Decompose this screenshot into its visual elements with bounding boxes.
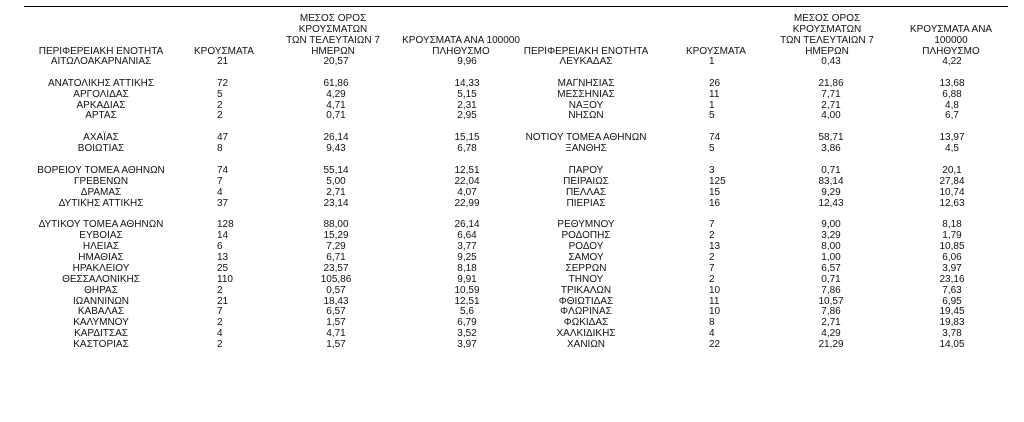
cases-cell: 6 — [217, 241, 223, 253]
avg7-cell: 7,29 — [326, 241, 346, 253]
cases-cell: 2 — [217, 284, 223, 296]
cases-cell: 26 — [709, 77, 721, 89]
region-cell: ΣΑΜΟΥ — [568, 252, 604, 264]
per100k-cell: 6,79 — [457, 317, 477, 329]
cases-cell: 4 — [217, 328, 223, 340]
region-cell: ΛΕΥΚΑΔΑΣ — [559, 56, 613, 67]
avg7-cell: 7,71 — [821, 88, 841, 100]
cases-cell: 4 — [217, 186, 223, 198]
per100k-cell: 20,1 — [942, 164, 962, 176]
per100k-cell: 4,8 — [945, 99, 959, 111]
header-cases: ΚΡΟΥΣΜΑΤΑ — [686, 46, 746, 57]
per100k-cell: 8,18 — [942, 219, 962, 231]
avg7-cell: 58,71 — [818, 132, 844, 144]
per100k-cell: 3,97 — [942, 262, 962, 274]
region-cell: ΑΙΤΩΛΟΑΚΑΡΝΑΝΙΑΣ — [50, 56, 152, 67]
region-cell: ΘΕΣΣΑΛΟΝΙΚΗΣ — [62, 273, 140, 285]
cases-cell: 2 — [709, 230, 715, 242]
per100k-cell: 19,83 — [939, 317, 965, 329]
cases-cell: 16 — [709, 197, 721, 209]
cases-cell: 125 — [709, 175, 726, 187]
per100k-cell: 13,97 — [939, 132, 965, 144]
region-cell: ΞΑΝΘΗΣ — [565, 143, 607, 155]
avg7-cell: 21,86 — [818, 77, 844, 89]
region-cell: ΑΝΑΤΟΛΙΚΗΣ ΑΤΤΙΚΗΣ — [47, 77, 155, 89]
header-avg7: ΜΕΣΟΣ ΟΡΟΣ ΚΡΟΥΣΜΑΤΩΝ ΤΩΝ ΤΕΛΕΥΤΑΙΩΝ 7 ΗΜΕΡΩΝ — [780, 13, 874, 57]
header-region: ΠΕΡΙΦΕΡΕΙΑΚΗ ΕΝΟΤΗΤΑ — [523, 46, 649, 57]
avg7-cell: 4,00 — [821, 110, 841, 122]
cases-cell: 2 — [217, 339, 223, 351]
avg7-cell: 15,29 — [323, 230, 349, 242]
avg7-cell: 4,71 — [326, 99, 346, 111]
region-cell: ΘΗΡΑΣ — [84, 284, 118, 296]
header-region: ΠΕΡΙΦΕΡΕΙΑΚΗ ΕΝΟΤΗΤΑ — [38, 46, 164, 57]
per100k-cell: 6,95 — [942, 295, 962, 307]
header-cases: ΚΡΟΥΣΜΑΤΑ — [194, 46, 254, 57]
per100k-cell: 5,6 — [460, 306, 474, 318]
cases-cell: 13 — [709, 241, 721, 253]
region-cell: ΡΟΔΟΥ — [568, 241, 604, 253]
left-rows — [24, 57, 520, 351]
per100k-cell: 12,63 — [939, 197, 965, 209]
cases-cell: 4 — [709, 328, 715, 340]
table-row — [24, 144, 520, 155]
cases-cell: 11 — [709, 88, 720, 100]
per100k-cell: 26,14 — [454, 219, 480, 231]
avg7-cell: 0,71 — [821, 164, 841, 176]
avg7-cell: 26,14 — [323, 132, 349, 144]
cases-cell: 8 — [217, 143, 223, 155]
cases-cell: 74 — [709, 132, 721, 144]
per100k-cell: 19,45 — [939, 306, 965, 318]
cases-cell: 128 — [217, 219, 234, 231]
region-cell: ΚΑΛΥΜΝΟΥ — [73, 317, 129, 329]
per100k-cell: 10,59 — [454, 284, 480, 296]
cases-cell: 15 — [709, 186, 721, 198]
cases-cell: 74 — [217, 164, 229, 176]
region-cell: ΦΩΚΙΔΑΣ — [563, 317, 609, 329]
per100k-cell: 23,16 — [939, 273, 965, 285]
table-row — [522, 144, 1008, 155]
avg7-cell: 61,86 — [323, 77, 349, 89]
region-cell: ΗΛΕΙΑΣ — [82, 241, 120, 253]
table-row — [522, 111, 1008, 122]
region-cell: ΒΟΙΩΤΙΑΣ — [77, 143, 125, 155]
avg7-cell: 10,57 — [818, 295, 844, 307]
per100k-cell: 4,07 — [457, 186, 477, 198]
avg7-cell: 1,57 — [326, 339, 346, 351]
table-row — [24, 111, 520, 122]
avg7-cell: 6,57 — [821, 262, 841, 274]
avg7-cell: 6,57 — [326, 306, 346, 318]
region-cell: ΦΛΩΡΙΝΑΣ — [560, 306, 612, 318]
cases-cell: 5 — [217, 88, 223, 100]
avg7-cell: 83,14 — [818, 175, 844, 187]
header-per100k: ΚΡΟΥΣΜΑΤΑ ΑΝΑ 100000 ΠΛΗΘΥΣΜΟ — [402, 35, 520, 57]
table-row — [24, 57, 520, 68]
avg7-cell: 6,71 — [326, 252, 346, 264]
per100k-cell: 22,04 — [454, 175, 480, 187]
per100k-cell: 3,52 — [457, 328, 477, 340]
region-cell: ΤΗΝΟΥ — [568, 273, 604, 285]
cases-cell: 7 — [709, 219, 715, 231]
cases-cell: 3 — [709, 164, 715, 176]
per100k-cell: 14,33 — [454, 77, 480, 89]
header-per100k: ΚΡΟΥΣΜΑΤΑ ΑΝΑ 100000 ΠΛΗΘΥΣΜΟ — [909, 24, 993, 57]
avg7-cell: 1,57 — [326, 317, 346, 329]
per100k-cell: 13,68 — [939, 77, 965, 89]
avg7-cell: 3,86 — [821, 143, 841, 155]
avg7-cell: 105,86 — [320, 273, 352, 285]
avg7-cell: 0,71 — [326, 110, 346, 122]
region-cell: ΔΥΤΙΚΗΣ ΑΤΤΙΚΗΣ — [58, 197, 144, 209]
cases-cell: 14 — [217, 230, 229, 242]
cases-cell: 8 — [709, 317, 715, 329]
avg7-cell: 2,71 — [326, 186, 346, 198]
region-cell: ΤΡΙΚΑΛΩΝ — [560, 284, 612, 296]
avg7-cell: 4,71 — [326, 328, 346, 340]
region-cell: ΗΡΑΚΛΕΙΟΥ — [72, 262, 130, 274]
region-cell: ΙΩΑΝΝΙΝΩΝ — [72, 295, 130, 307]
cases-cell: 2 — [217, 99, 223, 111]
table-row — [24, 340, 520, 351]
avg7-cell: 55,14 — [323, 164, 349, 176]
region-cell: ΧΑΛΚΙΔΙΚΗΣ — [556, 328, 616, 340]
avg7-cell: 7,86 — [821, 284, 841, 296]
avg7-cell: 23,57 — [323, 262, 349, 274]
cases-cell: 2 — [217, 317, 223, 329]
avg7-cell: 12,43 — [818, 197, 844, 209]
cases-cell: 1 — [709, 99, 715, 111]
per100k-cell: 2,31 — [457, 99, 477, 111]
per100k-cell: 15,15 — [454, 132, 480, 144]
cases-cell: 7 — [217, 306, 223, 318]
avg7-cell: 1,00 — [821, 252, 841, 264]
region-cell: ΔΥΤΙΚΟΥ ΤΟΜΕΑ ΑΘΗΝΩΝ — [38, 219, 164, 231]
region-cell: ΑΡΚΑΔΙΑΣ — [76, 99, 126, 111]
region-cell: ΒΟΡΕΙΟΥ ΤΟΜΕΑ ΑΘΗΝΩΝ — [37, 164, 165, 176]
cases-cell: 7 — [217, 175, 223, 187]
per100k-cell: 10,85 — [939, 241, 965, 253]
per100k-cell: 10,74 — [939, 186, 965, 198]
avg7-cell: 88,00 — [323, 219, 349, 231]
table-row — [522, 199, 1008, 210]
avg7-cell: 23,14 — [323, 197, 349, 209]
table-row — [522, 340, 1008, 351]
region-cell: ΜΑΓΝΗΣΙΑΣ — [557, 77, 615, 89]
region-cell: ΠΑΡΟΥ — [568, 164, 604, 176]
avg7-cell: 21,29 — [818, 339, 844, 351]
region-cell: ΣΕΡΡΩΝ — [565, 262, 607, 274]
per100k-cell: 6,88 — [942, 88, 962, 100]
avg7-cell: 0,71 — [821, 273, 841, 285]
avg7-cell: 2,71 — [821, 99, 841, 111]
per100k-cell: 9,25 — [457, 252, 477, 264]
per100k-cell: 2,95 — [457, 110, 477, 122]
region-cell: ΝΟΤΙΟΥ ΤΟΜΕΑ ΑΘΗΝΩΝ — [525, 132, 647, 144]
avg7-cell: 4,29 — [326, 88, 346, 100]
region-cell: ΑΧΑΪΑΣ — [83, 132, 119, 144]
cases-cell: 5 — [709, 143, 715, 155]
per100k-cell: 6,64 — [457, 230, 477, 242]
per100k-cell: 14,05 — [939, 339, 965, 351]
per100k-cell: 3,78 — [942, 328, 962, 340]
cases-cell: 13 — [217, 252, 229, 264]
per100k-cell: 5,15 — [457, 88, 477, 100]
avg7-cell: 9,00 — [821, 219, 841, 231]
region-cell: ΠΕΙΡΑΙΩΣ — [563, 175, 609, 187]
region-cell: ΚΑΒΑΛΑΣ — [77, 306, 125, 318]
avg7-cell: 20,57 — [323, 56, 349, 67]
per100k-cell: 8,18 — [457, 262, 477, 274]
right-rows — [522, 57, 1008, 351]
cases-cell: 5 — [709, 110, 715, 122]
region-cell: ΧΑΝΙΩΝ — [566, 339, 606, 351]
region-cell: ΡΟΔΟΠΗΣ — [561, 230, 611, 242]
cases-cell: 25 — [217, 262, 229, 274]
cases-cell: 10 — [709, 306, 721, 318]
per100k-cell: 9,96 — [457, 56, 477, 67]
cases-cell: 2 — [709, 273, 715, 285]
cases-cell: 10 — [709, 284, 721, 296]
cases-cell: 2 — [217, 110, 223, 122]
region-cell: ΓΡΕΒΕΝΩΝ — [73, 175, 129, 187]
table-row — [24, 199, 520, 210]
cases-cell: 7 — [709, 262, 715, 274]
per100k-cell: 12,51 — [454, 295, 480, 307]
region-cell: ΑΡΤΑΣ — [85, 110, 117, 122]
region-cell: ΠΙΕΡΙΑΣ — [566, 197, 606, 209]
per100k-cell: 6,7 — [945, 110, 959, 122]
avg7-cell: 0,57 — [326, 284, 346, 296]
per100k-cell: 3,77 — [457, 241, 477, 253]
avg7-cell: 3,29 — [821, 230, 841, 242]
cases-cell: 21 — [217, 56, 229, 67]
cases-cell: 21 — [217, 295, 229, 307]
region-cell: ΔΡΑΜΑΣ — [80, 186, 122, 198]
avg7-cell: 2,71 — [821, 317, 841, 329]
avg7-cell: 9,29 — [821, 186, 841, 198]
region-cell: ΗΜΑΘΙΑΣ — [78, 252, 124, 264]
avg7-cell: 9,43 — [326, 143, 346, 155]
avg7-cell: 5,00 — [326, 175, 346, 187]
avg7-cell: 0,43 — [821, 56, 841, 67]
region-cell: ΡΕΘΥΜΝΟΥ — [557, 219, 615, 231]
per100k-cell: 9,91 — [457, 273, 477, 285]
per100k-cell: 4,22 — [942, 56, 962, 67]
region-cell: ΜΕΣΣΗΝΙΑΣ — [557, 88, 615, 100]
per100k-cell: 1,79 — [942, 230, 962, 242]
region-cell: ΦΘΙΩΤΙΔΑΣ — [558, 295, 614, 307]
cases-cell: 1 — [709, 56, 715, 67]
per100k-cell: 3,97 — [457, 339, 477, 351]
cases-cell: 22 — [709, 339, 721, 351]
per100k-cell: 6,78 — [457, 143, 477, 155]
per100k-cell: 27,84 — [939, 175, 965, 187]
per100k-cell: 7,63 — [942, 284, 962, 296]
cases-cell: 72 — [217, 77, 229, 89]
avg7-cell: 7,86 — [821, 306, 841, 318]
cases-cell: 47 — [217, 132, 229, 144]
cases-cell: 11 — [709, 295, 720, 307]
avg7-cell: 18,43 — [323, 295, 349, 307]
region-cell: ΝΑΞΟΥ — [568, 99, 604, 111]
region-cell: ΕΥΒΟΙΑΣ — [79, 230, 123, 242]
table-row — [522, 57, 1008, 68]
top-rule — [24, 6, 1008, 7]
avg7-cell: 4,29 — [821, 328, 841, 340]
per100k-cell: 4,5 — [945, 143, 959, 155]
region-cell: ΚΑΡΔΙΤΣΑΣ — [74, 328, 128, 340]
region-cell: ΚΑΣΤΟΡΙΑΣ — [73, 339, 129, 351]
per100k-cell: 22,99 — [454, 197, 480, 209]
avg7-cell: 8,00 — [821, 241, 841, 253]
header-avg7: ΜΕΣΟΣ ΟΡΟΣ ΚΡΟΥΣΜΑΤΩΝ ΤΩΝ ΤΕΛΕΥΤΑΙΩΝ 7 ΗΜΕΡΩΝ — [286, 13, 380, 57]
cases-cell: 2 — [709, 252, 715, 264]
cases-cell: 110 — [217, 273, 233, 285]
region-cell: ΠΕΛΛΑΣ — [565, 186, 607, 198]
per100k-cell: 6,06 — [942, 252, 962, 264]
per100k-cell: 12,51 — [454, 164, 480, 176]
cases-cell: 37 — [217, 197, 229, 209]
region-cell: ΝΗΣΩΝ — [568, 110, 604, 122]
region-cell: ΑΡΓΟΛΙΔΑΣ — [73, 88, 129, 100]
